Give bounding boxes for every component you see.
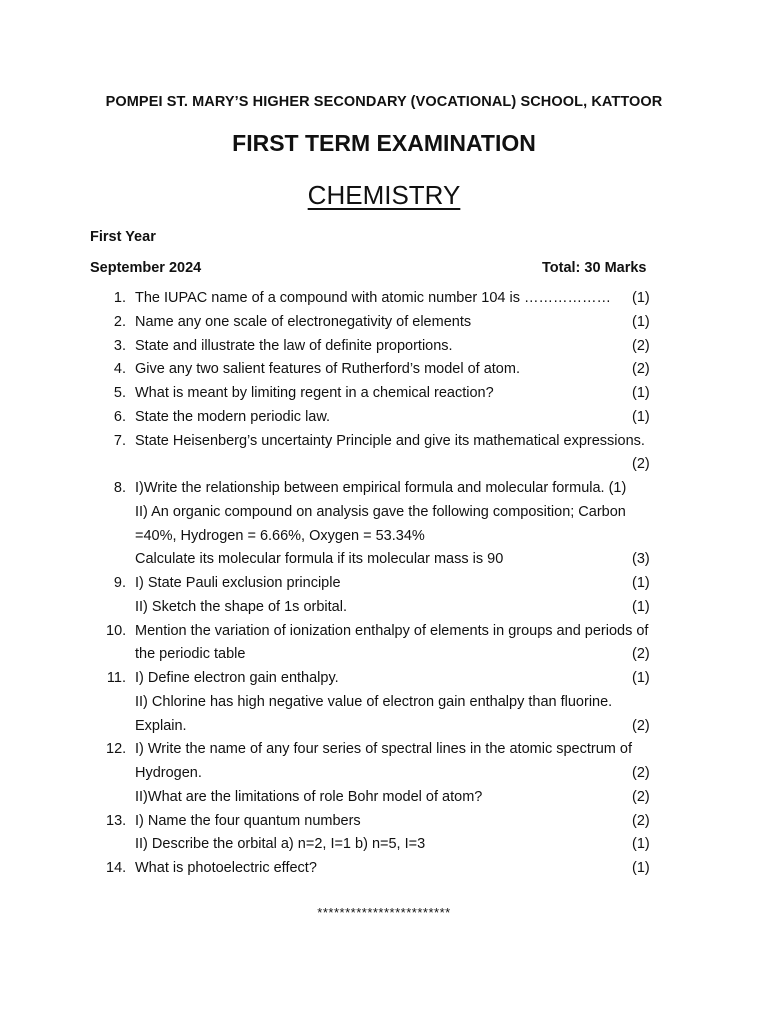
question-line: [0, 311, 768, 335]
question-line: [0, 548, 768, 572]
question-text: What is photoelectric effect?: [135, 860, 317, 876]
question-number: 10.: [106, 622, 127, 639]
question-text: II) Sketch the shape of 1s orbital.: [135, 598, 347, 615]
exam-title: FIRST TERM EXAMINATION: [232, 130, 536, 156]
question-text: I) Define electron gain enthalpy.: [135, 670, 339, 686]
question-line: [0, 501, 768, 525]
question-number: 5.: [113, 385, 126, 401]
question-line: [0, 430, 768, 454]
question-text: I) State Pauli exclusion principle: [135, 575, 341, 591]
question-line: [0, 572, 768, 596]
question-marks: (2): [632, 812, 650, 829]
question-line: [0, 477, 768, 501]
class-year: First Year: [90, 229, 156, 245]
end-marker: ************************: [317, 905, 451, 920]
question-line: [0, 287, 768, 311]
question-line: [0, 620, 768, 644]
question-line: [0, 833, 768, 857]
question-marks: (2): [632, 337, 650, 354]
question-text: State the modern periodic law.: [135, 408, 331, 425]
question-number: 8.: [113, 480, 126, 496]
question-marks: (1): [632, 290, 650, 306]
question-text: State Heisenberg’s uncertainty Principle and give its mathematical expressions.: [135, 432, 645, 449]
question-text: Mention the variation of ionization enthalpy of elements in groups and periods of: [135, 622, 649, 639]
question-text: The IUPAC name of a compound with atomic number 104 is ………………: [135, 290, 612, 306]
question-line: [0, 335, 768, 359]
question-line: [0, 667, 768, 691]
question-text: =40%, Hydrogen = 6.66%, Oxygen = 53.34%: [135, 527, 425, 544]
question-marks: (3): [632, 551, 650, 568]
question-number: 13.: [106, 812, 127, 829]
question-marks: (1): [632, 408, 650, 425]
question-line: [0, 525, 768, 549]
question-marks: (2): [632, 765, 650, 781]
school-name: POMPEI ST. MARY’S HIGHER SECONDARY (VOCATIONAL) SCHOOL, KATTOOR: [105, 94, 663, 110]
question-line: [0, 857, 768, 881]
question-line: [0, 786, 768, 810]
question-text: the periodic table: [135, 646, 246, 663]
question-text: Explain.: [135, 717, 187, 734]
question-text: Give any two salient features of Rutherford’s model of atom.: [135, 361, 520, 378]
question-text: I) Name the four quantum numbers: [135, 812, 361, 829]
question-number: 7.: [113, 432, 126, 449]
question-marks: (2): [632, 717, 650, 734]
question-number: 11.: [106, 670, 126, 686]
question-marks: (2): [632, 788, 650, 805]
question-marks: (1): [632, 575, 650, 591]
question-line: [0, 715, 768, 739]
question-number: 2.: [113, 313, 126, 330]
question-marks: (1): [632, 860, 650, 876]
question-text: I)Write the relationship between empirical formula and molecular formula. (1): [135, 480, 627, 496]
total-marks: Total: 30 Marks: [542, 260, 647, 276]
question-line: [0, 382, 768, 406]
question-text: II)What are the limitations of role Bohr model of atom?: [135, 788, 483, 805]
question-list: [0, 287, 768, 881]
question-line: [0, 406, 768, 430]
question-text: What is meant by limiting regent in a chemical reaction?: [135, 385, 494, 401]
question-number: 3.: [113, 337, 126, 354]
question-number: 9.: [113, 575, 126, 591]
question-marks: (1): [632, 313, 650, 330]
question-line: [0, 738, 768, 762]
question-line: [0, 643, 768, 667]
question-text: I) Write the name of any four series of spectral lines in the atomic spectrum of: [135, 741, 632, 758]
question-number: 6.: [113, 408, 126, 425]
question-line: [0, 762, 768, 786]
question-text: II) An organic compound on analysis gave the following composition; Carbon: [135, 503, 626, 520]
question-marks: (1): [632, 385, 650, 401]
question-marks: (1): [632, 670, 650, 686]
question-line: [0, 810, 768, 834]
question-text: II) Chlorine has high negative value of electron gain enthalpy than fluorine.: [135, 693, 613, 710]
question-text: Name any one scale of electronegativity of elements: [135, 313, 472, 330]
question-number: 12.: [106, 741, 127, 758]
question-line: [0, 596, 768, 620]
question-number: 14.: [106, 860, 127, 876]
question-text: II) Describe the orbital a) n=2, I=1 b) n=5, I=3: [135, 836, 426, 853]
question-text: Calculate its molecular formula if its molecular mass is 90: [135, 551, 504, 568]
question-marks: (2): [632, 456, 650, 473]
question-line: [0, 453, 768, 477]
question-marks: (2): [632, 646, 650, 663]
subject-title: CHEMISTRY: [307, 180, 461, 210]
question-marks: (1): [632, 836, 650, 853]
exam-date: September 2024: [90, 260, 202, 276]
question-number: 4.: [113, 361, 126, 378]
question-line: [0, 691, 768, 715]
question-text: State and illustrate the law of definite proportions.: [135, 337, 453, 354]
question-line: [0, 358, 768, 382]
question-marks: (1): [632, 598, 650, 615]
question-marks: (2): [632, 361, 650, 378]
question-number: 1.: [113, 290, 126, 306]
question-text: Hydrogen.: [135, 765, 202, 781]
